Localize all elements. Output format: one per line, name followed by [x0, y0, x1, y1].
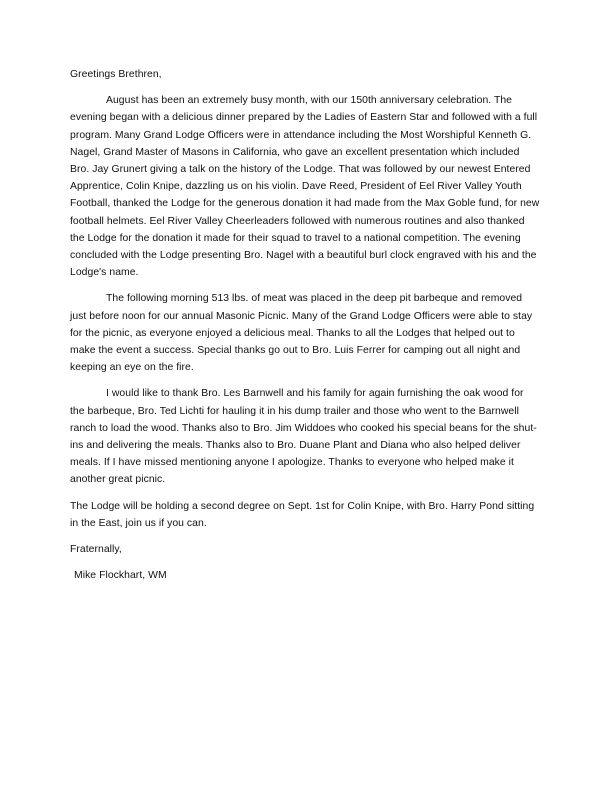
letter-body — [70, 66, 540, 584]
letter-signature: Mike Flockhart, WM — [74, 570, 167, 582]
paragraph-thanks: I would like to thank Bro. Les Barnwell and his family for again furnishing the oak wood for the barbeque, Bro. Ted Lichti for hauling it in his dump trailer and those who went to the Barnwell ranch to load the wood. Thanks also to Bro. Jim Widdoes who cooked his special beans for the shut-ins and delivering the meals. Thanks also to Bro. Duane Plant and Diana who also helped deliver meals. If I have missed mentioning anyone I apologize. Thanks to everyone who helped make it another great picnic. — [70, 388, 537, 486]
letter-greeting: Greetings Brethren, — [70, 69, 162, 80]
paragraph-anniversary: August has been an extremely busy month, with our 150th anniversary celebration. The evening began with a delicious dinner prepared by the Ladies of Eastern Star and followed with a full program. Many Grand Lodge Officers were in attendance including the Most Worshipful Kenneth G. Nagel, Grand Master of Masons in California, who gave an excellent presentation which included Bro. Jay Grunert giving a talk on the history of the Lodge. That was followed by our newest Entered Apprentice, Colin Knipe, dazzling us on his violin. Dave Reed, President of Eel River Valley Youth Football, thanked the Lodge for the generous donation it had made from the Max Goble fund, for new football helmets. Eel River Valley Cheerleaders followed with numerous routines and also thanked the Lodge for the donation it made for their squad to travel to a national competition. The evening concluded with the Lodge presenting Bro. Nagel with a beautiful burl clock engraved with his and the Lodge's name. — [70, 95, 540, 279]
paragraph-second-degree: The Lodge will be holding a second degree on Sept. 1st for Colin Knipe, with Bro. Harry Pond sitting in the East, join us if you can. — [70, 500, 535, 529]
paragraph-picnic: The following morning 513 lbs. of meat was placed in the deep pit barbeque and removed just before noon for our annual Masonic Picnic. Many of the Grand Lodge Officers were able to stay for the picnic, as everyone enjoyed a delicious meal. Thanks to all the Lodges that helped out to make the event a success. Special thanks go out to Bro. Luis Ferrer for camping out all night and keeping an eye on the fire. — [70, 293, 533, 374]
letter-closing: Fraternally, — [70, 544, 122, 556]
